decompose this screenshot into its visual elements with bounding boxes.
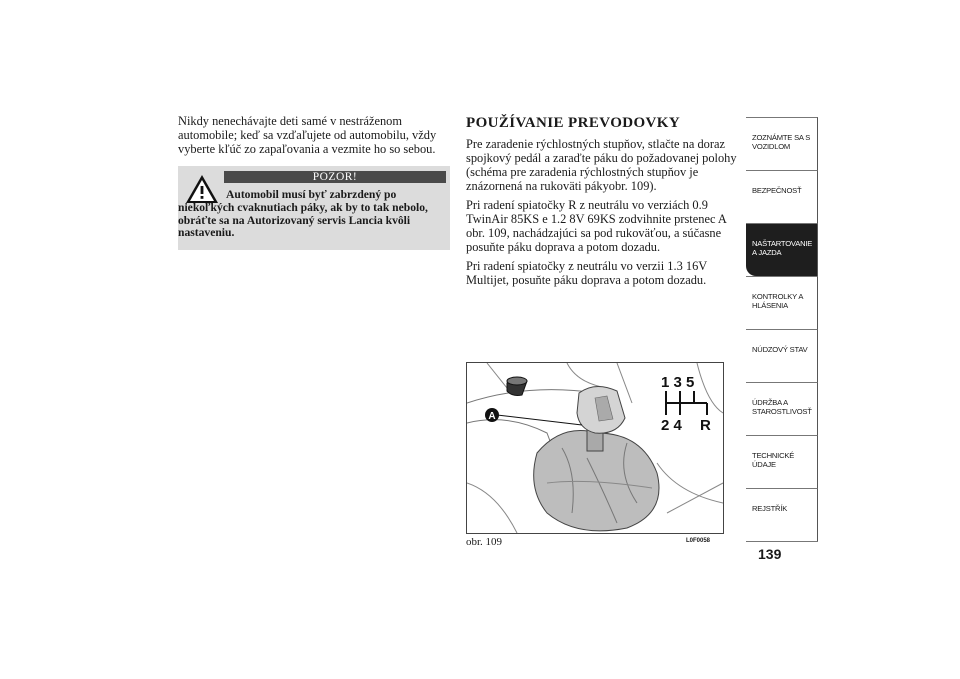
warning-text bbox=[178, 189, 446, 240]
tab-rejstrik[interactable] bbox=[746, 488, 818, 541]
section-content bbox=[466, 114, 742, 292]
intro-paragraph: Nikdy nenechávajte deti samé v nestráženom automobile; keď sa vzďaľujete od automobilu, vždy vyberte kľúč zo zapaľovania a vezmite ho so sebou. bbox=[178, 114, 437, 156]
gear-lever-figure bbox=[466, 362, 724, 534]
gear-top-label: 1 3 5 bbox=[661, 374, 695, 391]
tab-kontrolky[interactable] bbox=[746, 276, 818, 329]
section-title: POUŽÍVANIE PREVODOVKY bbox=[466, 115, 681, 131]
callout-a-label: A bbox=[488, 411, 496, 422]
section-paragraph-3: Pri radení spiatočky z neutrálu vo verzii 1.3 16V Multijet, posuňte páku doprava a potom dozadu. bbox=[466, 259, 707, 287]
chapter-sidebar bbox=[746, 117, 818, 542]
tab-label: ZOZNÁMTE SA S VOZIDLOM bbox=[752, 133, 811, 151]
tab-label: NÚDZOVÝ STAV bbox=[752, 345, 808, 354]
tab-label: KONTROLKY A HLÁSENIA bbox=[752, 292, 803, 310]
tab-label: NAŠTARTOVANIE A JAZDA bbox=[752, 239, 813, 257]
tab-udrzba[interactable] bbox=[746, 382, 818, 435]
tab-label: ÚDRŽBA A STAROSTLIVOSŤ bbox=[752, 398, 812, 416]
sidebar-divider bbox=[746, 541, 818, 542]
gear-shift-pattern-icon bbox=[666, 391, 707, 415]
figure-caption: obr. 109 bbox=[466, 536, 503, 548]
warning-text-rest: niekoľkých cvaknutiach páky, ak by to tak nebolo, obráťte sa na Autorizovaný servis Lancia kvôli nastaveniu. bbox=[178, 200, 428, 240]
tab-label: REJSTŘÍK bbox=[752, 504, 788, 513]
warning-box bbox=[178, 166, 450, 250]
tab-label: TECHNICKÉ ÚDAJE bbox=[752, 451, 795, 469]
tab-zoznamte-sa[interactable] bbox=[746, 117, 818, 170]
gear-bottom-left-label: 2 4 bbox=[661, 417, 682, 434]
tab-label: BEZPEČNOSŤ bbox=[752, 186, 802, 195]
tab-nastartovanie[interactable] bbox=[746, 223, 818, 276]
figure-code: L0F0058 bbox=[686, 538, 711, 544]
tab-technicke-udaje[interactable] bbox=[746, 435, 818, 488]
gear-bottom-right-label: R bbox=[700, 417, 711, 434]
page-number: 139 bbox=[758, 546, 782, 562]
tab-nudzovy-stav[interactable] bbox=[746, 329, 818, 382]
warning-heading: POZOR! bbox=[224, 171, 446, 183]
section-paragraph-1: Pre zaradenie rýchlostných stupňov, stlačte na doraz spojkový pedál a zaraďte páku do požadovanej polohy (schéma pre zaradenia rýchlostných stupňov je znázornená na rukoväti pákyobr. 109). bbox=[466, 137, 737, 193]
tab-bezpecnost[interactable] bbox=[746, 170, 818, 223]
section-paragraph-2: Pri radení spiatočky R z neutrálu vo verziách 0.9 TwinAir 85KS e 1.2 8V 69KS zodvihnite prstenec A obr. 109, nachádzajúci sa pod rukoväťou, a súčasne posuňte páku doprava a potom dozadu. bbox=[466, 198, 727, 254]
intro-text bbox=[178, 114, 450, 156]
warning-text-line1: Automobil musí byť zabrzdený po bbox=[226, 188, 397, 201]
